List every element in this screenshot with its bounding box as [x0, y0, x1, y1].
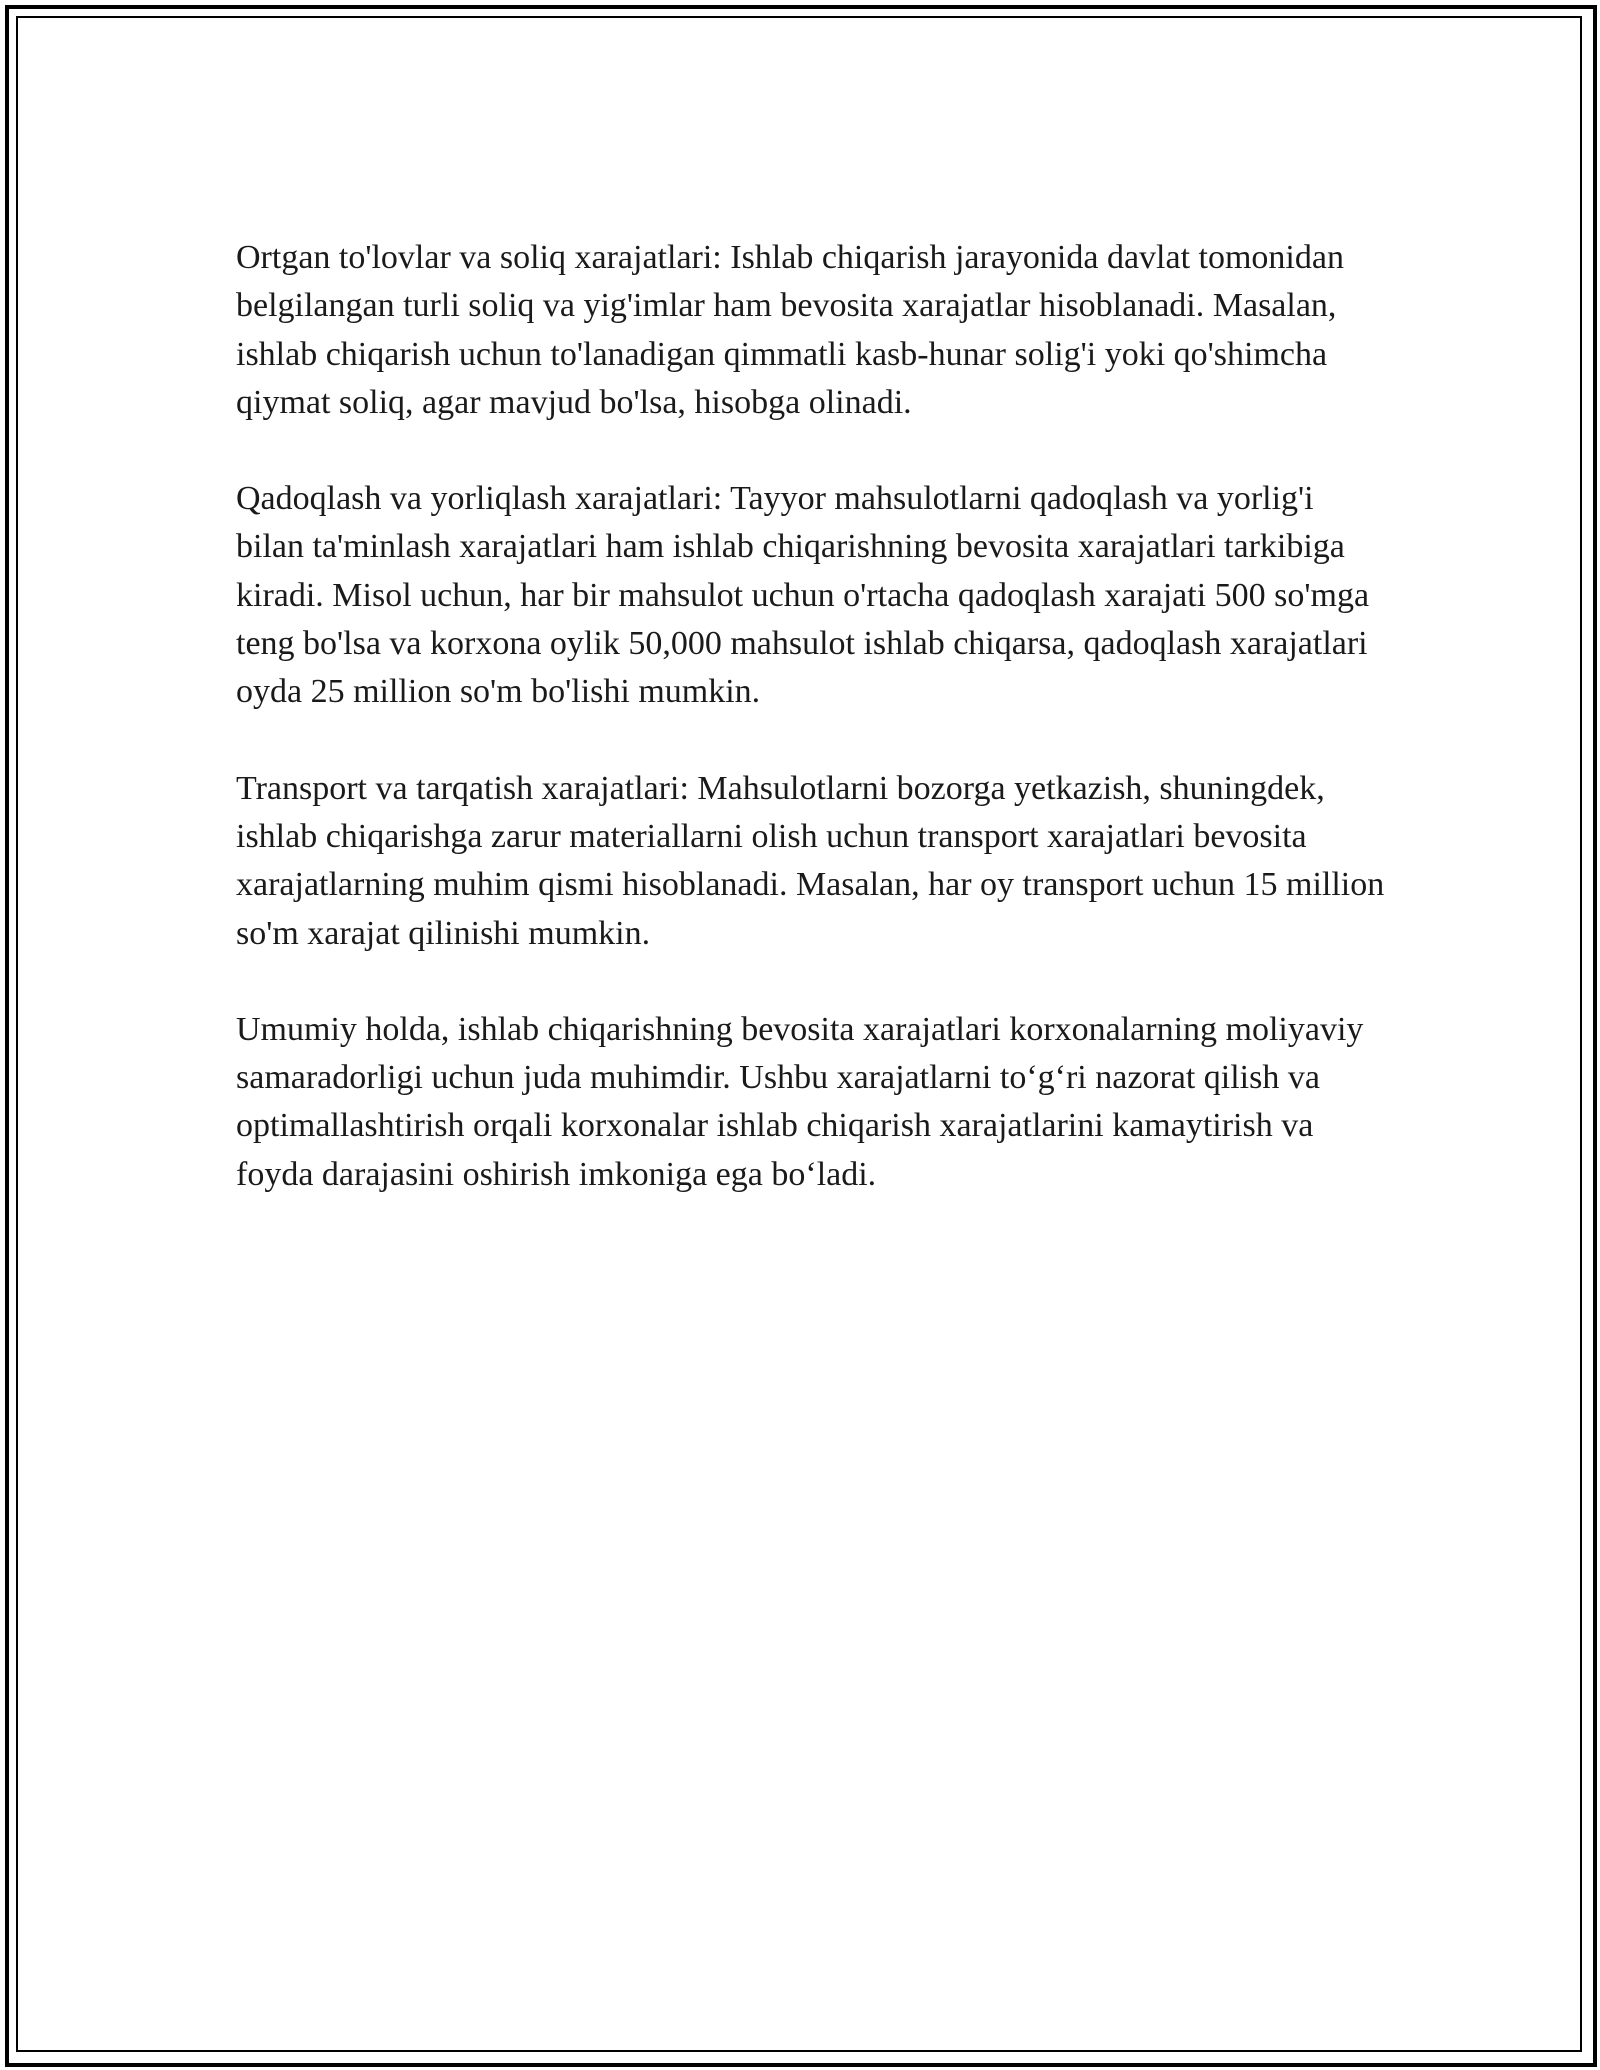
paragraph-conclusion: Umumiy holda, ishlab chiqarishning bevosita xarajatlari korxonalarning moliyaviy samaradorligi uchun juda muhimdir. Ushbu xarajatlarni to‘g‘ri nazorat qilish va optimallashtirish orqali korxonalar ishlab chiqarish xarajatlarini kamaytirish va foyda darajasini oshirish imkoniga ega bo‘ladi.: [236, 1010, 1364, 1193]
paragraph-packaging: Qadoqlash va yorliqlash xarajatlari: Tayyor mahsulotlarni qadoqlash va yorlig'i bilan ta'minlash xarajatlari ham ishlab chiqarishning bevosita xarajatlari tarkibiga kiradi. Misol uchun, har bir mahsulot uchun o'rtacha qadoqlash xarajati 500 so'mga teng bo'lsa va korxona oylik 50,000 mahsulot ishlab chiqarsa, qadoqlash xarajatlari oyda 25 million so'm bo'lishi mumkin.: [236, 480, 1370, 711]
document-body: [236, 234, 1386, 1247]
paragraph-transport: Transport va tarqatish xarajatlari: Mahsulotlarni bozorga yetkazish, shuningdek, ishlab chiqarishga zarur materiallarni olish uchun transport xarajatlari bevosita xarajatlarning muhim qismi hisoblanadi. Masalan, har oy transport uchun 15 million so'm xarajat qilinishi mumkin.: [236, 769, 1385, 952]
paragraph-taxes: Ortgan to'lovlar va soliq xarajatlari: Ishlab chiqarish jarayonida davlat tomonidan belgilangan turli soliq va yig'imlar ham bevosita xarajatlar hisoblanadi. Masalan, ishlab chiqarish uchun to'lanadigan qimmatli kasb-hunar solig'i yoki qo'shimcha qiymat soliq, agar mavjud bo'lsa, hisobga olinadi.: [236, 239, 1344, 421]
